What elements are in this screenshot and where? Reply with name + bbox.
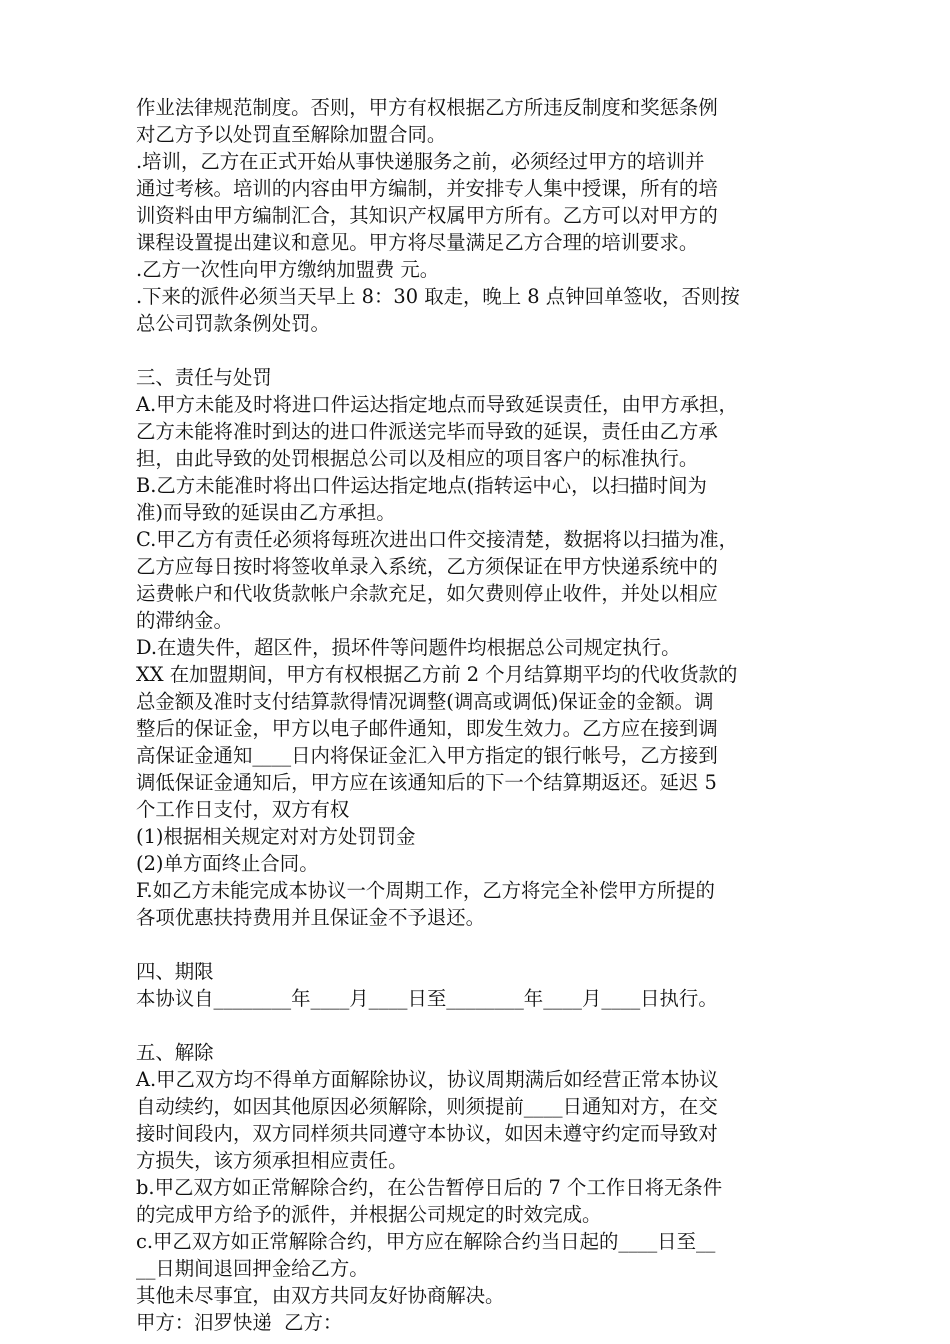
text-line: 作业法律规范制度。否则，甲方有权根据乙方所违反制度和奖惩条例: [136, 96, 718, 119]
text-line: 四、期限: [136, 960, 214, 983]
text-line: 调低保证金通知后，甲方应在该通知后的下一个结算期返还。延迟 5: [136, 771, 717, 794]
text-line: 自动续约，如因其他原因必须解除，则须提前____日通知对方，在交: [136, 1095, 718, 1118]
text-line: F.如乙方未能完成本协议一个周期工作，乙方将完全补偿甲方所提的: [136, 879, 715, 902]
text-line: 的滞纳金。: [136, 609, 233, 632]
blank-line: [136, 931, 816, 958]
text-line: 总公司罚款条例处罚。: [136, 312, 330, 335]
text-line: 担，由此导致的处罚根据总公司以及相应的项目客户的标准执行。: [136, 447, 699, 470]
blank-line: [136, 1012, 816, 1039]
text-line: B.乙方未能准时将出口件运达指定地点(指转运中心，以扫描时间为: [136, 474, 707, 497]
text-line: 甲方：汨罗快递 乙方：: [136, 1311, 343, 1334]
text-line: 整后的保证金，甲方以电子邮件通知，即发生效力。乙方应在接到调: [136, 717, 718, 740]
text-line: 三、责任与处罚: [136, 366, 272, 389]
text-line: 五、解除: [136, 1041, 214, 1064]
text-line: 课程设置提出建议和意见。甲方将尽量满足乙方合理的培训要求。: [136, 231, 699, 254]
text-line: 其他未尽事宜，由双方共同友好协商解决。: [136, 1284, 505, 1307]
text-line: 高保证金通知____日内将保证金汇入甲方指定的银行帐号，乙方接到: [136, 744, 718, 767]
text-line: 对乙方予以处罚直至解除加盟合同。: [136, 123, 447, 146]
text-line: 接时间段内，双方同样须共同遵守本协议，如因未遵守约定而导致对: [136, 1122, 718, 1145]
text-line: 各项优惠扶持费用并且保证金不予退还。: [136, 906, 486, 929]
text-line: 总金额及准时支付结算款得情况调整(调高或调低)保证金的金额。调: [136, 690, 714, 713]
text-line: (1)根据相关规定对对方处罚罚金: [136, 825, 416, 848]
text-line: D.在遗失件，超区件，损坏件等问题件均根据总公司规定执行。: [136, 636, 681, 659]
text-line: 的完成甲方给予的派件，并根据公司规定的时效完成。: [136, 1203, 602, 1226]
text-line: .培训，乙方在正式开始从事快递服务之前，必须经过甲方的培训并: [136, 150, 705, 173]
blank-line: [136, 337, 816, 364]
text-line: 方损失，该方须承担相应责任。: [136, 1149, 408, 1172]
text-line: 准)而导致的延误由乙方承担。: [136, 501, 396, 524]
text-line: c.甲乙双方如正常解除合约，甲方应在解除合约当日起的____日至__: [136, 1230, 716, 1253]
text-line: 本协议自________年____月____日至________年____月____日执行。: [136, 987, 718, 1010]
text-line: C.甲乙方有责任必须将每班次进出口件交接清楚，数据将以扫描为准，: [136, 528, 739, 551]
text-line: b.甲乙双方如正常解除合约，在公告暂停日后的 7 个工作日将无条件: [136, 1176, 723, 1199]
text-line: A.甲方未能及时将进口件运达指定地点而导致延误责任，由甲方承担，: [136, 393, 738, 416]
text-line: 乙方未能将准时到达的进口件派送完毕而导致的延误，责任由乙方承: [136, 420, 718, 443]
text-line: XX 在加盟期间，甲方有权根据乙方前 2 个月结算期平均的代收货款的: [136, 663, 738, 686]
text-line: .乙方一次性向甲方缴纳加盟费 元。: [136, 258, 440, 281]
text-line: 个工作日支付，双方有权: [136, 798, 350, 821]
document-page: [136, 94, 816, 1336]
text-line: 乙方应每日按时将签收单录入系统，乙方须保证在甲方快递系统中的: [136, 555, 718, 578]
text-line: .下来的派件必须当天早上 8：30 取走，晚上 8 点钟回单签收，否则按: [136, 285, 740, 308]
text-line: 通过考核。培训的内容由甲方编制，并安排专人集中授课，所有的培: [136, 177, 718, 200]
text-line: 运费帐户和代收货款帐户余款充足，如欠费则停止收件，并处以相应: [136, 582, 718, 605]
text-line: __日期间退回押金给乙方。: [136, 1257, 369, 1280]
text-line: 训资料由甲方编制汇合，其知识产权属甲方所有。乙方可以对甲方的: [136, 204, 718, 227]
text-line: A.甲乙双方均不得单方面解除协议，协议周期满后如经营正常本协议: [136, 1068, 719, 1091]
text-line: (2)单方面终止合同。: [136, 852, 319, 875]
